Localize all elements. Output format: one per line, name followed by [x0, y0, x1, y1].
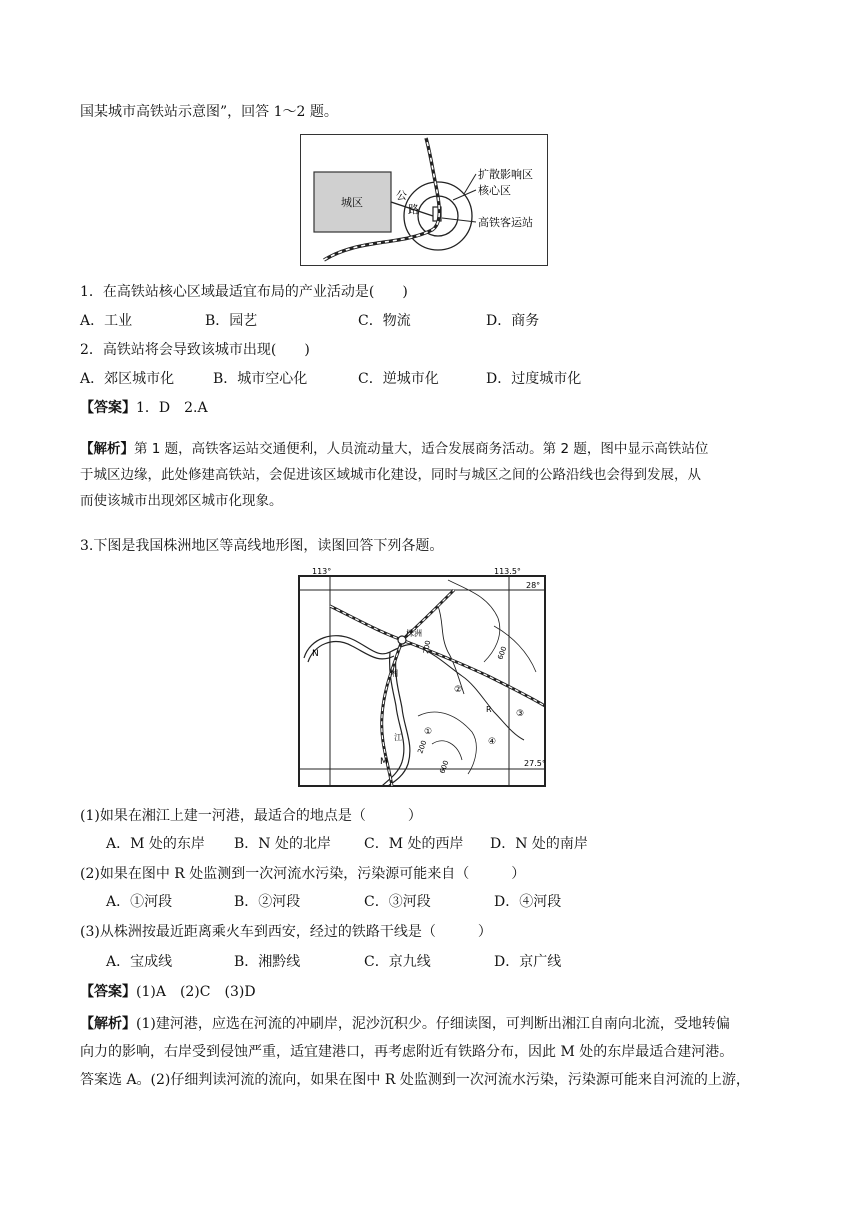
q3-3-option-a: A．宝成线	[106, 954, 173, 970]
q3-1-option-c: C．M 处的西岸	[364, 836, 464, 852]
contour-label-600a: 600	[496, 645, 509, 661]
q1-option-a: A．工业	[80, 313, 133, 329]
answer-3	[80, 982, 256, 1002]
q3-3-stem: (3)从株洲按最近距离乘火车到西安，经过的铁路干线是（ ）	[80, 924, 492, 940]
lat-label-28: 28°	[526, 581, 541, 590]
label-jiang: 江	[394, 733, 402, 742]
q1-option-b: B．园艺	[205, 313, 258, 329]
answer-text: 1．D 2.A	[136, 400, 208, 416]
q3-1-option-a: A．M 处的东岸	[106, 836, 205, 852]
q3-2-option-a: A．①河段	[106, 894, 173, 910]
q2-option-c: C．逆城市化	[358, 371, 439, 387]
label-zhuzhou: 株洲	[406, 629, 422, 638]
contour-label-200b: 200	[416, 739, 429, 755]
explanation-label: 【解析】	[80, 441, 134, 457]
explanation-3-label: 【解析】	[80, 1016, 136, 1032]
contour-label-600b: 600	[438, 759, 451, 775]
zhuzhou-contour-map	[298, 566, 548, 790]
label-xiang: 湘	[390, 669, 398, 678]
hsr-station-figure	[300, 134, 548, 266]
intro-line: 国某城市高铁站示意图”，回答 1～2 题。	[80, 104, 338, 120]
road-label-2: 路	[408, 203, 419, 216]
q3-2-option-b: B．②河段	[234, 894, 301, 910]
answer-label: 【答案】	[80, 400, 136, 416]
city-label: 城区	[341, 196, 363, 209]
marker-2: ②	[454, 685, 463, 695]
lat-label-27-5: 27.5°	[524, 759, 546, 768]
q2-option-b: B．城市空心化	[213, 371, 308, 387]
legend-station: 高铁客运站	[478, 216, 533, 229]
q3-2-stem: (2)如果在图中 R 处监测到一次河流水污染，污染源可能来自（ ）	[80, 866, 526, 882]
answer-3-label: 【答案】	[80, 984, 136, 1000]
q3-2-option-c: C．③河段	[364, 894, 431, 910]
q3-3-option-b: B．湘黔线	[234, 954, 301, 970]
q1-option-c: C．物流	[358, 313, 411, 329]
q3-1-option-b: B．N 处的北岸	[234, 836, 331, 852]
q3-2-option-d: D．④河段	[494, 894, 562, 910]
q1-stem: 1．在高铁站核心区域最适宜布局的产业活动是( )	[80, 284, 408, 300]
q3-1-option-d: D．N 处的南岸	[490, 836, 588, 852]
q2-stem: 2．高铁站将会导致该城市出现( )	[80, 342, 310, 358]
q3-3-option-d: D．京广线	[494, 954, 562, 970]
q3-1-stem: (1)如果在湘江上建一河港，最适合的地点是（ ）	[80, 808, 422, 824]
road-label-1: 公	[396, 189, 407, 202]
explanation-1-2	[80, 436, 708, 514]
label-m: M	[380, 757, 388, 767]
q2-option-a: A．郊区城市化	[80, 371, 175, 387]
q2-option-d: D．过度城市化	[486, 371, 582, 387]
explanation-line-2: 于城区边缘，此处修建高铁站，会促进该区域城市化建设，同时与城区之间的公路沿线也会得到发展，从	[80, 467, 701, 483]
contour-label-200a: 200	[422, 639, 433, 655]
label-n: N	[312, 649, 319, 659]
explanation-3	[80, 1010, 750, 1094]
answer-3-text: (1)A (2)C (3)D	[136, 984, 256, 1000]
q1-option-d: D．商务	[486, 313, 540, 329]
legend-core-zone: 核心区	[478, 184, 511, 197]
q3-3-option-c: C．京九线	[364, 954, 431, 970]
label-r: R	[486, 705, 492, 714]
answer-1-2	[80, 398, 208, 418]
q3-intro: 3.下图是我国株洲地区等高线地形图，读图回答下列各题。	[80, 538, 444, 554]
marker-3: ③	[516, 709, 525, 719]
explanation-line-1: 第 1 题，高铁客运站交通便利，人员流动量大，适合发展商务活动。第 2 题，图中显示高铁站位	[134, 441, 709, 457]
lon-label-113-5: 113.5°	[494, 567, 521, 576]
explanation-3-line-1: (1)建河港，应选在河流的冲刷岸，泥沙沉积少。仔细读图，可判断出湘江自南向北流，受地转偏	[136, 1016, 730, 1032]
legend-diffusion-zone: 扩散影响区	[478, 168, 533, 181]
explanation-line-3: 而使该城市出现郊区城市化现象。	[80, 493, 283, 509]
lon-label-113: 113°	[312, 567, 332, 576]
marker-1: ①	[424, 727, 433, 737]
explanation-3-line-3: 答案选 A。(2)仔细判读河流的流向，如果在图中 R 处监测到一次河流水污染，污染源可能来自河流的上游，	[80, 1072, 750, 1088]
marker-4: ④	[488, 737, 497, 747]
explanation-3-line-2: 向力的影响，右岸受到侵蚀严重，适宜建港口，再考虑附近有铁路分布，因此 M 处的东岸最适合建河港。	[80, 1044, 734, 1060]
zhuzhou-marker	[398, 636, 406, 644]
